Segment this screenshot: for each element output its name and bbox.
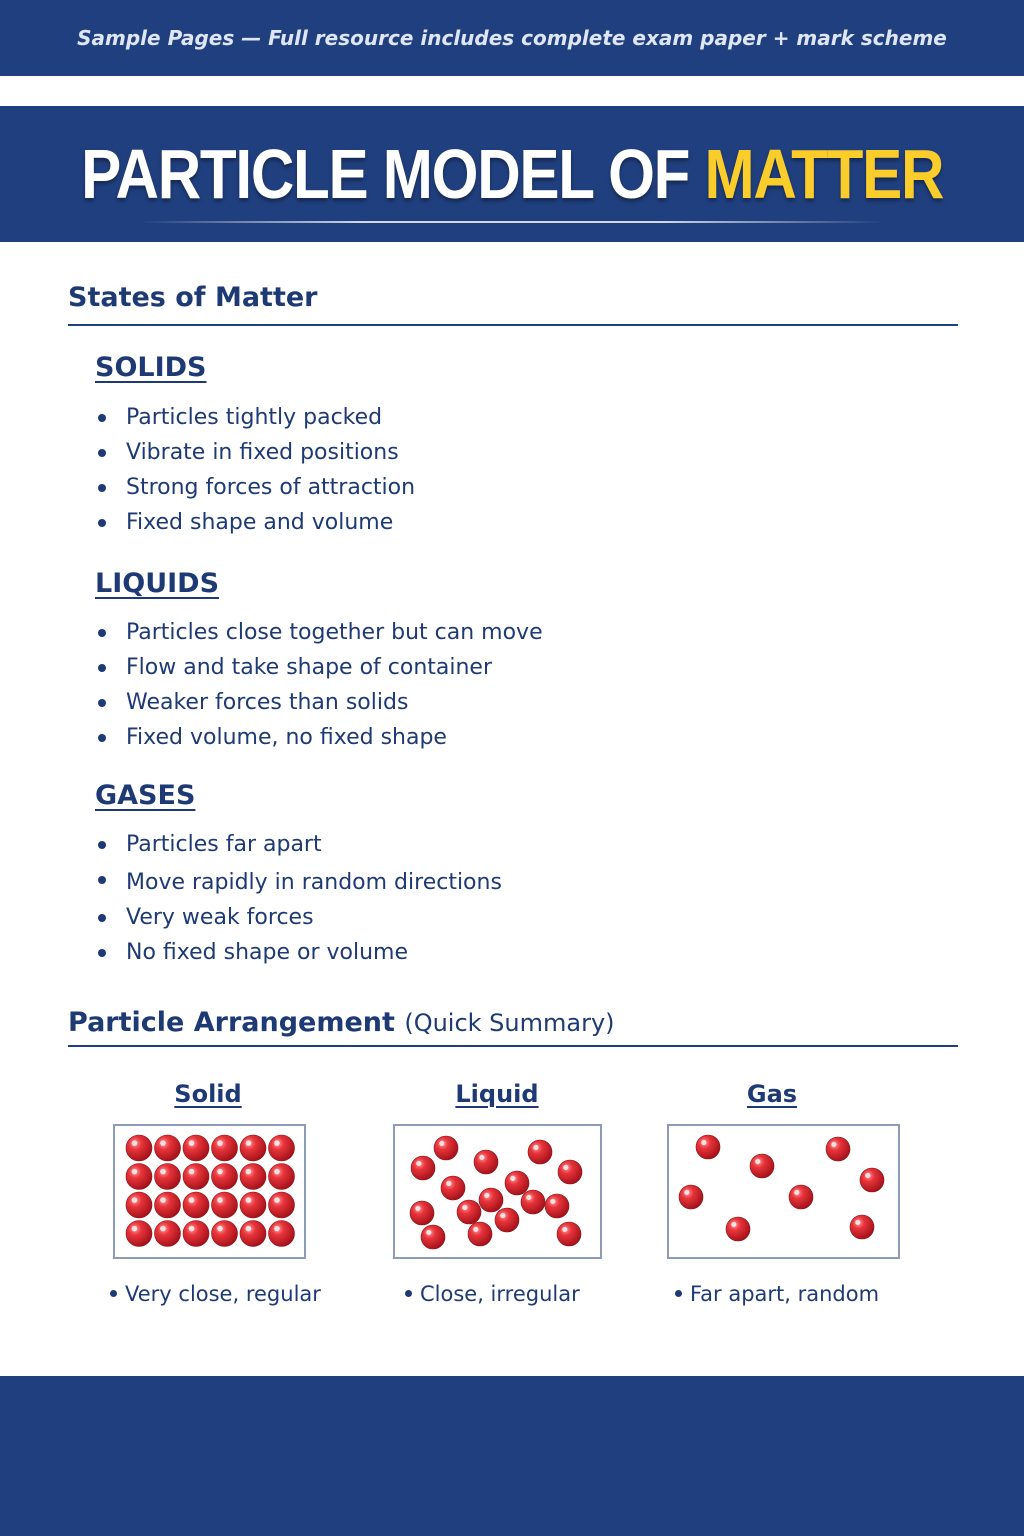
particle — [126, 1221, 152, 1247]
page-title — [81, 134, 943, 214]
states-section-rule — [68, 324, 958, 326]
particle-highlight — [484, 1193, 489, 1198]
particle — [212, 1135, 238, 1161]
banner-text: Sample Pages — Full resource includes complete exam paper + mark scheme — [77, 26, 947, 50]
particle-highlight — [217, 1169, 223, 1175]
list-item: No fixed shape or volume — [96, 935, 502, 970]
particle-highlight — [246, 1197, 252, 1203]
particle-highlight — [246, 1226, 252, 1232]
particle — [441, 1176, 465, 1200]
bullet-icon — [405, 1290, 412, 1297]
particle — [557, 1222, 581, 1246]
particle-highlight — [274, 1226, 280, 1232]
particle-highlight — [189, 1197, 195, 1203]
solid-panel-title: Solid — [174, 1080, 242, 1108]
list-item: Particles tightly packed — [96, 400, 415, 435]
particle — [212, 1221, 238, 1247]
particle — [126, 1164, 152, 1190]
particle-highlight — [274, 1140, 280, 1146]
particle-highlight — [855, 1220, 860, 1225]
particle-highlight — [189, 1169, 195, 1175]
particle-highlight — [415, 1206, 420, 1211]
particle — [183, 1192, 209, 1218]
particle — [521, 1190, 545, 1214]
particle-highlight — [160, 1197, 166, 1203]
particle — [545, 1194, 569, 1218]
particle-highlight — [246, 1140, 252, 1146]
particle — [696, 1135, 720, 1159]
particle-arrangement-title: Particle Arrangement — [68, 1007, 395, 1038]
gas-particle-diagram — [667, 1124, 900, 1259]
particle-highlight — [132, 1140, 138, 1146]
particle — [528, 1140, 552, 1164]
liquids-heading: LIQUIDS — [95, 568, 220, 599]
particle — [240, 1192, 266, 1218]
particle — [558, 1160, 582, 1184]
particle-highlight — [533, 1145, 538, 1150]
gases-list — [96, 827, 502, 970]
particle — [421, 1225, 445, 1249]
liquid-particle-diagram — [393, 1124, 602, 1259]
particle — [826, 1137, 850, 1161]
particle — [495, 1208, 519, 1232]
list-item: Particles close together but can move — [96, 615, 543, 650]
liquid-panel-title: Liquid — [455, 1080, 539, 1108]
particle — [434, 1136, 458, 1160]
particle-highlight — [462, 1205, 467, 1210]
list-item: Fixed shape and volume — [96, 505, 415, 540]
list-item: Particles far apart — [96, 827, 502, 862]
solids-list — [96, 400, 415, 540]
particle-highlight — [755, 1159, 760, 1164]
particle-highlight — [526, 1195, 531, 1200]
list-item: Strong forces of attraction — [96, 470, 415, 505]
liquid-caption-text: Close, irregular — [420, 1282, 580, 1306]
particle-highlight — [550, 1199, 555, 1204]
particle — [240, 1135, 266, 1161]
particle — [726, 1217, 750, 1241]
gas-caption-text: Far apart, random — [690, 1282, 880, 1306]
particle-highlight — [563, 1165, 568, 1170]
gas-panel-title: Gas — [746, 1080, 798, 1108]
particle — [457, 1200, 481, 1224]
particle — [860, 1168, 884, 1192]
solid-particle-diagram — [113, 1124, 306, 1259]
particle-highlight — [426, 1230, 431, 1235]
particle — [183, 1221, 209, 1247]
sample-pages-banner — [0, 0, 1024, 76]
particle-highlight — [831, 1142, 836, 1147]
solid-caption — [110, 1282, 321, 1306]
particle — [126, 1192, 152, 1218]
particle — [212, 1192, 238, 1218]
list-item: Vibrate in fixed positions — [96, 435, 415, 470]
gases-heading: GASES — [95, 780, 196, 811]
particle — [474, 1150, 498, 1174]
particle-highlight — [446, 1181, 451, 1186]
particle — [240, 1164, 266, 1190]
particle — [269, 1192, 295, 1218]
particle-highlight — [217, 1197, 223, 1203]
particle-highlight — [132, 1169, 138, 1175]
particle — [468, 1222, 492, 1246]
particle — [155, 1135, 181, 1161]
arrangement-section-rule — [68, 1045, 958, 1047]
solid-particles-svg — [115, 1126, 304, 1257]
list-item: Move rapidly in random directions — [96, 862, 502, 900]
liquids-list — [96, 615, 543, 755]
particle — [269, 1221, 295, 1247]
particle-highlight — [731, 1222, 736, 1227]
quick-summary-label: (Quick Summary) — [404, 1009, 615, 1037]
particle-highlight — [217, 1226, 223, 1232]
title-main: PARTICLE MODEL OF — [81, 135, 689, 213]
particle — [212, 1164, 238, 1190]
particle-highlight — [160, 1226, 166, 1232]
particle-highlight — [684, 1190, 689, 1195]
title-underline — [140, 221, 884, 223]
particle-highlight — [562, 1227, 567, 1232]
particle — [850, 1215, 874, 1239]
particle-highlight — [160, 1169, 166, 1175]
list-item: Fixed volume, no fixed shape — [96, 720, 543, 755]
particle — [479, 1188, 503, 1212]
list-item: Weaker forces than solids — [96, 685, 543, 720]
particle-highlight — [439, 1141, 444, 1146]
liquid-particles-svg — [395, 1126, 600, 1257]
footer-band — [0, 1376, 1024, 1536]
particle-highlight — [274, 1197, 280, 1203]
particle-highlight — [189, 1226, 195, 1232]
particle-highlight — [865, 1173, 870, 1178]
particle-highlight — [473, 1227, 478, 1232]
bullet-icon — [110, 1290, 117, 1297]
particle-highlight — [701, 1140, 706, 1145]
particle — [789, 1185, 813, 1209]
particle-highlight — [246, 1169, 252, 1175]
particle — [155, 1192, 181, 1218]
particle-highlight — [416, 1161, 421, 1166]
bullet-icon — [675, 1290, 682, 1297]
particle-highlight — [274, 1169, 280, 1175]
particle-highlight — [217, 1140, 223, 1146]
particle — [411, 1156, 435, 1180]
particle-arrangement-heading — [68, 1007, 615, 1038]
particle — [269, 1135, 295, 1161]
particle-highlight — [510, 1176, 515, 1181]
particle-highlight — [132, 1197, 138, 1203]
particle-highlight — [794, 1190, 799, 1195]
particle-highlight — [132, 1226, 138, 1232]
particle — [505, 1171, 529, 1195]
gas-caption — [675, 1282, 879, 1306]
title-accent: MATTER — [704, 135, 943, 213]
particle — [183, 1164, 209, 1190]
particle-highlight — [500, 1213, 505, 1218]
particle — [126, 1135, 152, 1161]
solids-heading: SOLIDS — [95, 352, 207, 383]
particle — [269, 1164, 295, 1190]
particle — [155, 1221, 181, 1247]
particle-highlight — [160, 1140, 166, 1146]
particle — [750, 1154, 774, 1178]
particle-highlight — [189, 1140, 195, 1146]
list-item: Very weak forces — [96, 900, 502, 935]
solid-caption-text: Very close, regular — [125, 1282, 321, 1306]
particle — [155, 1164, 181, 1190]
gas-particles-svg — [669, 1126, 898, 1257]
particle — [679, 1185, 703, 1209]
states-of-matter-heading: States of Matter — [68, 282, 318, 313]
particle — [410, 1201, 434, 1225]
particle-highlight — [479, 1155, 484, 1160]
list-item: Flow and take shape of container — [96, 650, 543, 685]
particle — [183, 1135, 209, 1161]
liquid-caption — [405, 1282, 580, 1306]
particle — [240, 1221, 266, 1247]
